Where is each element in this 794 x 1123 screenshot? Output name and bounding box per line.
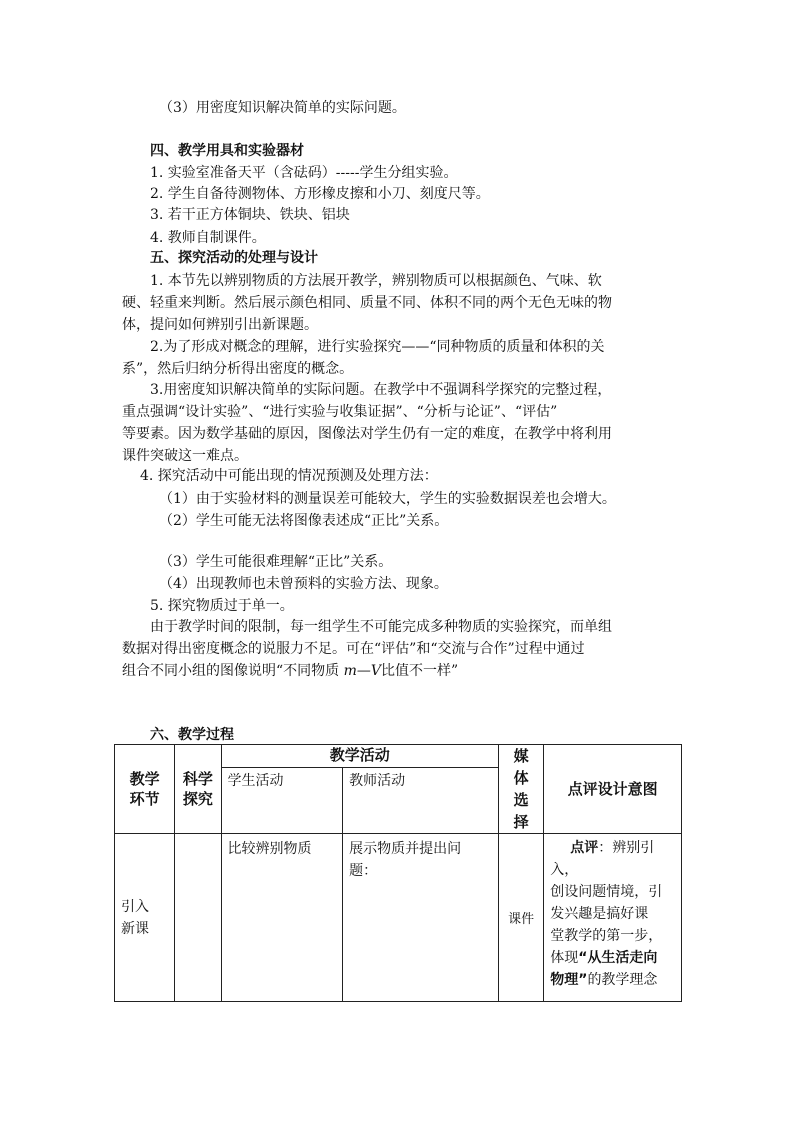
- header-activity: 教学活动: [221, 745, 498, 768]
- mv-ratio-variable: m—V: [343, 663, 381, 679]
- paragraph-1-line: 1. 本节先以辨别物质的方法展开教学，辨别物质可以根据颜色、气味、软: [150, 273, 602, 289]
- equipment-item: 3. 若干正方体铜块、铁块、铝块: [150, 207, 350, 223]
- row-inquiry: [175, 834, 221, 1002]
- section-4-title: 四、教学用具和实验器材: [150, 143, 304, 159]
- paragraph-5: 5. 探究物质过于单一。: [150, 598, 294, 614]
- prediction-item: （1）由于实验材料的测量误差可能较大，学生的实验数据误差也会增大。: [159, 491, 616, 507]
- paragraph-4-title: 4. 探究活动中可能出现的情况预测及处理方法：: [140, 468, 438, 484]
- prediction-item: （4）出现教师也未曾预料的实验方法、现象。: [159, 576, 448, 592]
- paragraph-3-line: 等要素。因为数学基础的原因，图像法对学生仍有一定的难度，在教学中将利用: [122, 426, 612, 442]
- row-student-activity: 比较辨别物质: [221, 834, 343, 1002]
- teaching-process-table: [114, 744, 682, 1002]
- header-inquiry: 科学 探究: [175, 745, 221, 834]
- paragraph-6-line: 由于教学时间的限制，每一组学生不可能完成多种物质的实验探究，而单组: [150, 619, 612, 635]
- equipment-item: 1. 实验室准备天平（含砝码）-----学生分组实验。: [150, 165, 458, 181]
- row-media: 课件: [499, 834, 544, 1002]
- section-5-title: 五、探究活动的处理与设计: [150, 250, 318, 266]
- paragraph-6-line: 数据对得出密度概念的说服力不足。可在“评估”和“交流与合作”过程中通过: [122, 641, 585, 657]
- section-6-title: 六、教学过程: [150, 727, 234, 743]
- prediction-item: （2）学生可能无法将图像表述成“正比”关系。: [159, 513, 449, 529]
- paragraph-1-line: 硬、轻重来判断。然后展示颜色相同、质量不同、体积不同的两个无色无味的物: [122, 295, 612, 311]
- row-teacher-activity: 展示物质并提出问 题：: [343, 834, 499, 1002]
- paragraph-3-line: 3.用密度知识解决简单的实际问题。在教学中不强调科学探究的完整过程，: [150, 382, 612, 398]
- equipment-item: 4. 教师自制课件。: [150, 230, 266, 246]
- header-comment: 点评设计意图: [544, 745, 682, 834]
- row-stage: 引入 新课: [115, 834, 175, 1002]
- paragraph-1-line: 体，提问如何辨别引出新课题。: [122, 317, 318, 333]
- equipment-item: 2. 学生自备待测物体、方形橡皮擦和小刀、刻度尺等。: [150, 186, 490, 202]
- header-student-activity: 学生活动: [221, 767, 343, 833]
- header-media: 媒 体 选 择: [499, 745, 544, 834]
- paragraph-6-line-last: 组合不同小组的图像说明“不同物质 m—V比值不一样”: [122, 663, 459, 679]
- header-stage: 教学 环节: [115, 745, 175, 834]
- paragraph-3-line: 重点强调“设计实验”、“进行实验与收集证据”、“分析与论证”、“评估”: [122, 404, 558, 420]
- paragraph-2-line: 系”，然后归纳分析得出密度的概念。: [122, 361, 354, 377]
- paragraph-2-line: 2.为了形成对概念的理解，进行实验探究——“同种物质的质量和体积的关: [150, 339, 605, 355]
- paragraph-3-line: 课件突破这一难点。: [122, 448, 248, 464]
- prediction-item: （3）学生可能很难理解“正比”关系。: [159, 554, 393, 570]
- row-comment: 点评：辨别引入， 创设问题情境，引 发兴趣是搞好课 堂教学的第一步， 体现“从生活走向 物理”的教学理念: [544, 834, 682, 1002]
- header-teacher-activity: 教师活动: [343, 767, 499, 833]
- objective-item-3: （3）用密度知识解决简单的实际问题。: [159, 100, 406, 116]
